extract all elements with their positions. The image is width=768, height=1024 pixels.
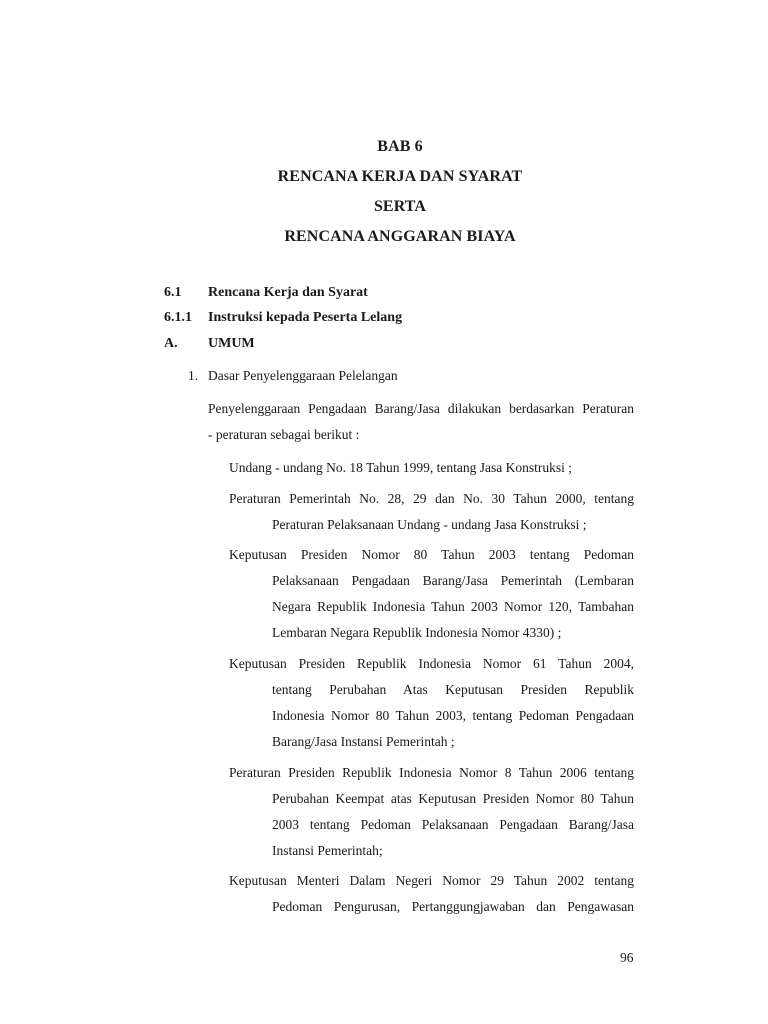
item-4-line-4: Barang/Jasa Instansi Pemerintah ; [272,734,455,749]
legal-basis-item-2 [229,486,634,538]
legal-basis-item-1 [229,455,634,481]
chapter-title-line-3: RENCANA ANGGARAN BIAYA [284,228,516,245]
item-3-line-2: Pelaksanaan Pengadaan Barang/Jasa Pemerintah (Lembaran [272,573,634,588]
item-5-line-4: Instansi Pemerintah; [272,843,383,858]
item-4-line-1: Keputusan Presiden Republik Indonesia Nomor 61 Tahun 2004, [229,656,634,671]
item-3-line-1: Keputusan Presiden Nomor 80 Tahun 2003 tentang Pedoman [229,547,634,562]
section-6-1-1-title: Instruksi kepada Peserta Lelang [208,310,403,325]
intro-line-2: - peraturan sebagai berikut : [208,427,360,442]
item-3-line-3: Negara Republik Indonesia Tahun 2003 Nomor 120, Tambahan [272,599,634,614]
subsection-number: 1. [188,368,199,383]
section-a-title: UMUM [208,336,255,351]
item-4-line-2: tentang Perubahan Atas Keputusan Presiden Republik [272,682,634,697]
section-6-1-title: Rencana Kerja dan Syarat [208,285,368,300]
chapter-number: BAB 6 [377,138,423,155]
intro-paragraph [208,396,634,448]
item-5-line-2: Perubahan Keempat atas Keputusan Presiden Nomor 80 Tahun [272,791,634,806]
chapter-title-line-1: RENCANA KERJA DAN SYARAT [277,168,523,185]
item-6-line-2: Pedoman Pengurusan, Pertanggungjawaban dan Pengawasan [272,899,634,914]
item-1-line-1: Undang - undang No. 18 Tahun 1999, tentang Jasa Konstruksi ; [229,460,573,475]
legal-basis-item-6 [229,868,634,920]
item-5-line-1: Peraturan Presiden Republik Indonesia Nomor 8 Tahun 2006 tentang [229,765,634,780]
item-2-line-1: Peraturan Pemerintah No. 28, 29 dan No. 30 Tahun 2000, tentang [229,491,634,506]
legal-basis-item-3 [229,542,634,646]
legal-basis-item-5 [229,760,634,864]
item-3-line-4: Lembaran Negara Republik Indonesia Nomor 4330) ; [272,625,562,640]
item-5-line-3: 2003 tentang Pedoman Pelaksanaan Pengadaan Barang/Jasa [272,817,634,832]
page-number: 96 [620,950,634,965]
subsection-title: Dasar Penyelenggaraan Pelelangan [208,368,398,383]
chapter-title-line-2: SERTA [373,198,427,215]
item-4-line-3: Indonesia Nomor 80 Tahun 2003, tentang Pedoman Pengadaan [272,708,634,723]
item-2-line-2: Peraturan Pelaksanaan Undang - undang Jasa Konstruksi ; [272,517,587,532]
item-6-line-1: Keputusan Menteri Dalam Negeri Nomor 29 Tahun 2002 tentang [229,873,634,888]
legal-basis-item-4 [229,651,634,755]
section-a-number: A. [164,336,178,351]
intro-line-1: Penyelenggaraan Pengadaan Barang/Jasa dilakukan berdasarkan Peraturan [208,401,634,416]
section-6-1-number: 6.1 [164,285,182,300]
section-6-1-1-number: 6.1.1 [164,310,192,325]
